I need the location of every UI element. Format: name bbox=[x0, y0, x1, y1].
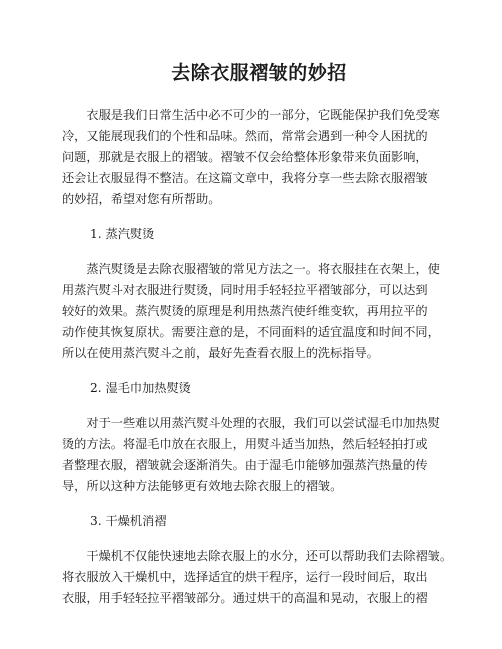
section-heading-steam-ironing: 1. 蒸汽熨烫 bbox=[90, 227, 155, 241]
text-line: 的妙招，希望对您有所帮助。 bbox=[62, 192, 221, 206]
text-line: 问题，那就是衣服上的褶皱。褶皱不仅会给整体形象带来负面影响， bbox=[62, 150, 428, 164]
document-title: 去除衣服褶皱的妙招 bbox=[171, 62, 347, 84]
text-line: 蒸汽熨烫是去除衣服褶皱的常见方法之一。将衣服挂在衣架上，使 bbox=[86, 262, 440, 276]
text-line: 者整理衣服，褶皱就会逐渐消失。由于湿毛巾能够加强蒸汽热量的传 bbox=[62, 458, 428, 472]
text-line: 用蒸汽熨斗对衣服进行熨烫，同时用手轻轻拉平褶皱部分，可以达到 bbox=[62, 283, 428, 297]
text-line: 干燥机不仅能快速地去除衣服上的水分，还可以帮助我们去除褶皱。 bbox=[86, 549, 453, 563]
text-line: 导，所以这种方法能够更有效地去除衣服上的褶皱。 bbox=[62, 479, 343, 493]
text-line: 动作使其恢复原状。需要注意的是，不同面料的适宜温度和时间不同， bbox=[62, 325, 440, 339]
section-paragraph-wet-towel bbox=[62, 413, 462, 497]
text-line: 较好的效果。蒸汽熨烫的原理是利用热蒸汽使纤维变软，再用拉平的 bbox=[62, 304, 428, 318]
section-paragraph-steam-ironing bbox=[62, 259, 462, 364]
text-line: 将衣服放入干燥机中，选择适宜的烘干程序，运行一段时间后，取出 bbox=[62, 570, 428, 584]
section-heading-dryer: 3. 干燥机消褶 bbox=[90, 514, 167, 528]
text-line: 烫的方法。将湿毛巾放在衣服上，用熨斗适当加热，然后轻轻拍打或 bbox=[62, 437, 428, 451]
text-line: 对于一些难以用蒸汽熨斗处理的衣服，我们可以尝试湿毛巾加热熨 bbox=[86, 416, 440, 430]
text-line: 还会让衣服显得不整洁。在这篇文章中，我将分享一些去除衣服褶皱 bbox=[62, 171, 428, 185]
text-line: 冷，又能展现我们的个性和品味。然而，常常会遇到一种令人困扰的 bbox=[62, 129, 428, 143]
section-heading-wet-towel: 2. 湿毛巾加热熨烫 bbox=[90, 381, 191, 395]
section-paragraph-dryer bbox=[62, 546, 462, 609]
text-line: 所以在使用蒸汽熨斗之前，最好先查看衣服上的洗标指导。 bbox=[62, 346, 379, 360]
text-line: 衣服，用手轻轻拉平褶皱部分。通过烘干的高温和晃动，衣服上的褶 bbox=[62, 591, 428, 605]
text-line: 衣服是我们日常生活中必不可少的一部分，它既能保护我们免受寒 bbox=[86, 108, 440, 122]
intro-paragraph bbox=[62, 105, 462, 210]
